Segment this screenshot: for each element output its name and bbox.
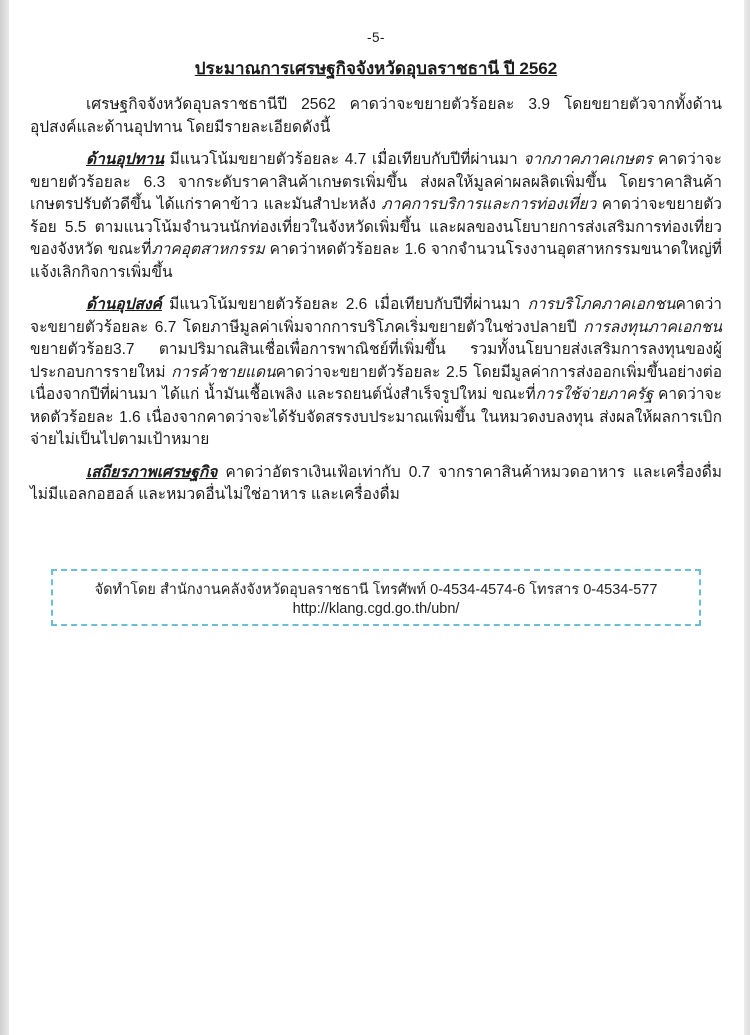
text-run: คาดว่าจะขยายตัวร้อยละ 2.5 โดยมีมูลค่าการส่งออกเพิ่มขึ้นอย่างต่อเนื่องจากปีที่ผ่านมา ได้แก่ น้ำมันเชื้อเพลิง และรถยนต์นั่งสำเร็จรูปใหม่ ขณะที่ [30,363,722,403]
text-run: เสถียรภาพเศรษฐกิจ [86,463,218,481]
text-run: ขยายตัวร้อย3.7 ตามปริมาณสินเชื่อเพื่อการพาณิชย์ที่เพิ่มขึ้น รวมทั้งนโยบายส่งเสริมการลงทุนของผู้ประกอบการรายใหม่ [30,341,722,381]
text-run: การใช้จ่ายภาครัฐ [535,386,654,403]
paragraph [30,462,722,507]
page-edge-left [0,0,9,1035]
page-edge-right [744,0,750,1035]
paragraphs [30,94,722,507]
page-number: -5- [367,30,385,45]
text-run: จากภาคภาคเกษตร [523,151,653,168]
paragraph [30,294,722,452]
paragraph [30,149,722,284]
footer-box [51,569,701,626]
text-run: เศรษฐกิจจังหวัดอุบลราชธานีปี 2562 คาดว่าจะขยายตัวร้อยละ 3.9 โดยขยายตัวจากทั้งด้านอุปสงค์และด้านอุปทาน โดยมีรายละเอียดดังนี้ [30,96,722,136]
text-run: คาดว่าจะขยายตัวร้อยละ 6.7 โดยภาษีมูลค่าเพิ่มจากการบริโภคเริ่มขยายตัวในช่วงปลายปี [30,296,722,336]
text-run: การลงทุนภาคเอกชน [583,318,722,336]
document-content [30,30,722,626]
text-run: คาดว่าจะขยายตัวร้อยละ 6.3 จากระดับราคาสินค้าเกษตรเพิ่มขึ้น ส่งผลให้มูลค่าผลผลิตเพิ่มขึ้น โดยราคาสินค้าเกษตรปรับตัวดีขึ้น ได้แก่ราคาข้าว และมันสำปะหลัง [30,151,722,213]
text-run: การค้าชายแดน [171,363,276,381]
text-run: ด้านอุปทาน [86,151,165,168]
text-run: คาดว่าหดตัวร้อยละ 1.6 จากจำนวนโรงงานอุตสาหกรรมขนาดใหญ่ที่แจ้งเลิกกิจการเพิ่มขึ้น [30,241,722,281]
paragraph [30,94,722,139]
text-run: ภาคการบริการและการท่องเที่ยว [381,196,597,213]
text-run: การบริโภคภาคเอกชน [527,296,676,313]
text-run: ด้านอุปสงค์ [86,296,162,313]
text-run: ภาคอุตสาหกรรม [151,241,265,258]
text-run: มีแนวโน้มขยายตัวร้อยละ 4.7 เมื่อเทียบกับปีที่ผ่านมา [164,151,524,168]
footer-text: จัดทำโดย สำนักงานคลังจังหวัดอุบลราชธานี โทรศัพท์ 0-4534-4574-6 โทรสาร 0-4534-577 http://klang.cgd.go.th/ubn/ [94,581,658,617]
text-run: มีแนวโน้มขยายตัวร้อยละ 2.6 เมื่อเทียบกับปีที่ผ่านมา [161,296,528,313]
text-run: คาดว่าจะขยายตัวร้อย 5.5 ตามแนวโน้มจำนวนนักท่องเที่ยวในจังหวัดเพิ่มขึ้น และผลของนโยบายการส่งเสริมการท่องเที่ยวของจังหวัด ขณะที่ [30,196,722,258]
text-run: คาดว่าอัตราเงินเฟ้อเท่ากับ 0.7 จากราคาสินค้าหมวดอาหาร และเครื่องดื่มไม่มีแอลกอฮอล์ และหมวดอื่นไม่ใช่อาหาร และเครื่องดื่ม [30,463,722,503]
text-run: คาดว่าจะหดตัวร้อยละ 1.6 เนื่องจากคาดว่าจะได้รับจัดสรรงบประมาณเพิ่มขึ้น ในหมวดงบลงทุน ส่งผลให้ผลการเบิกจ่ายไม่เป็นไปตามเป้าหมาย [30,386,722,448]
document-title: ประมาณการเศรษฐกิจจังหวัดอุบลราชธานี ปี 2562 [194,59,558,78]
